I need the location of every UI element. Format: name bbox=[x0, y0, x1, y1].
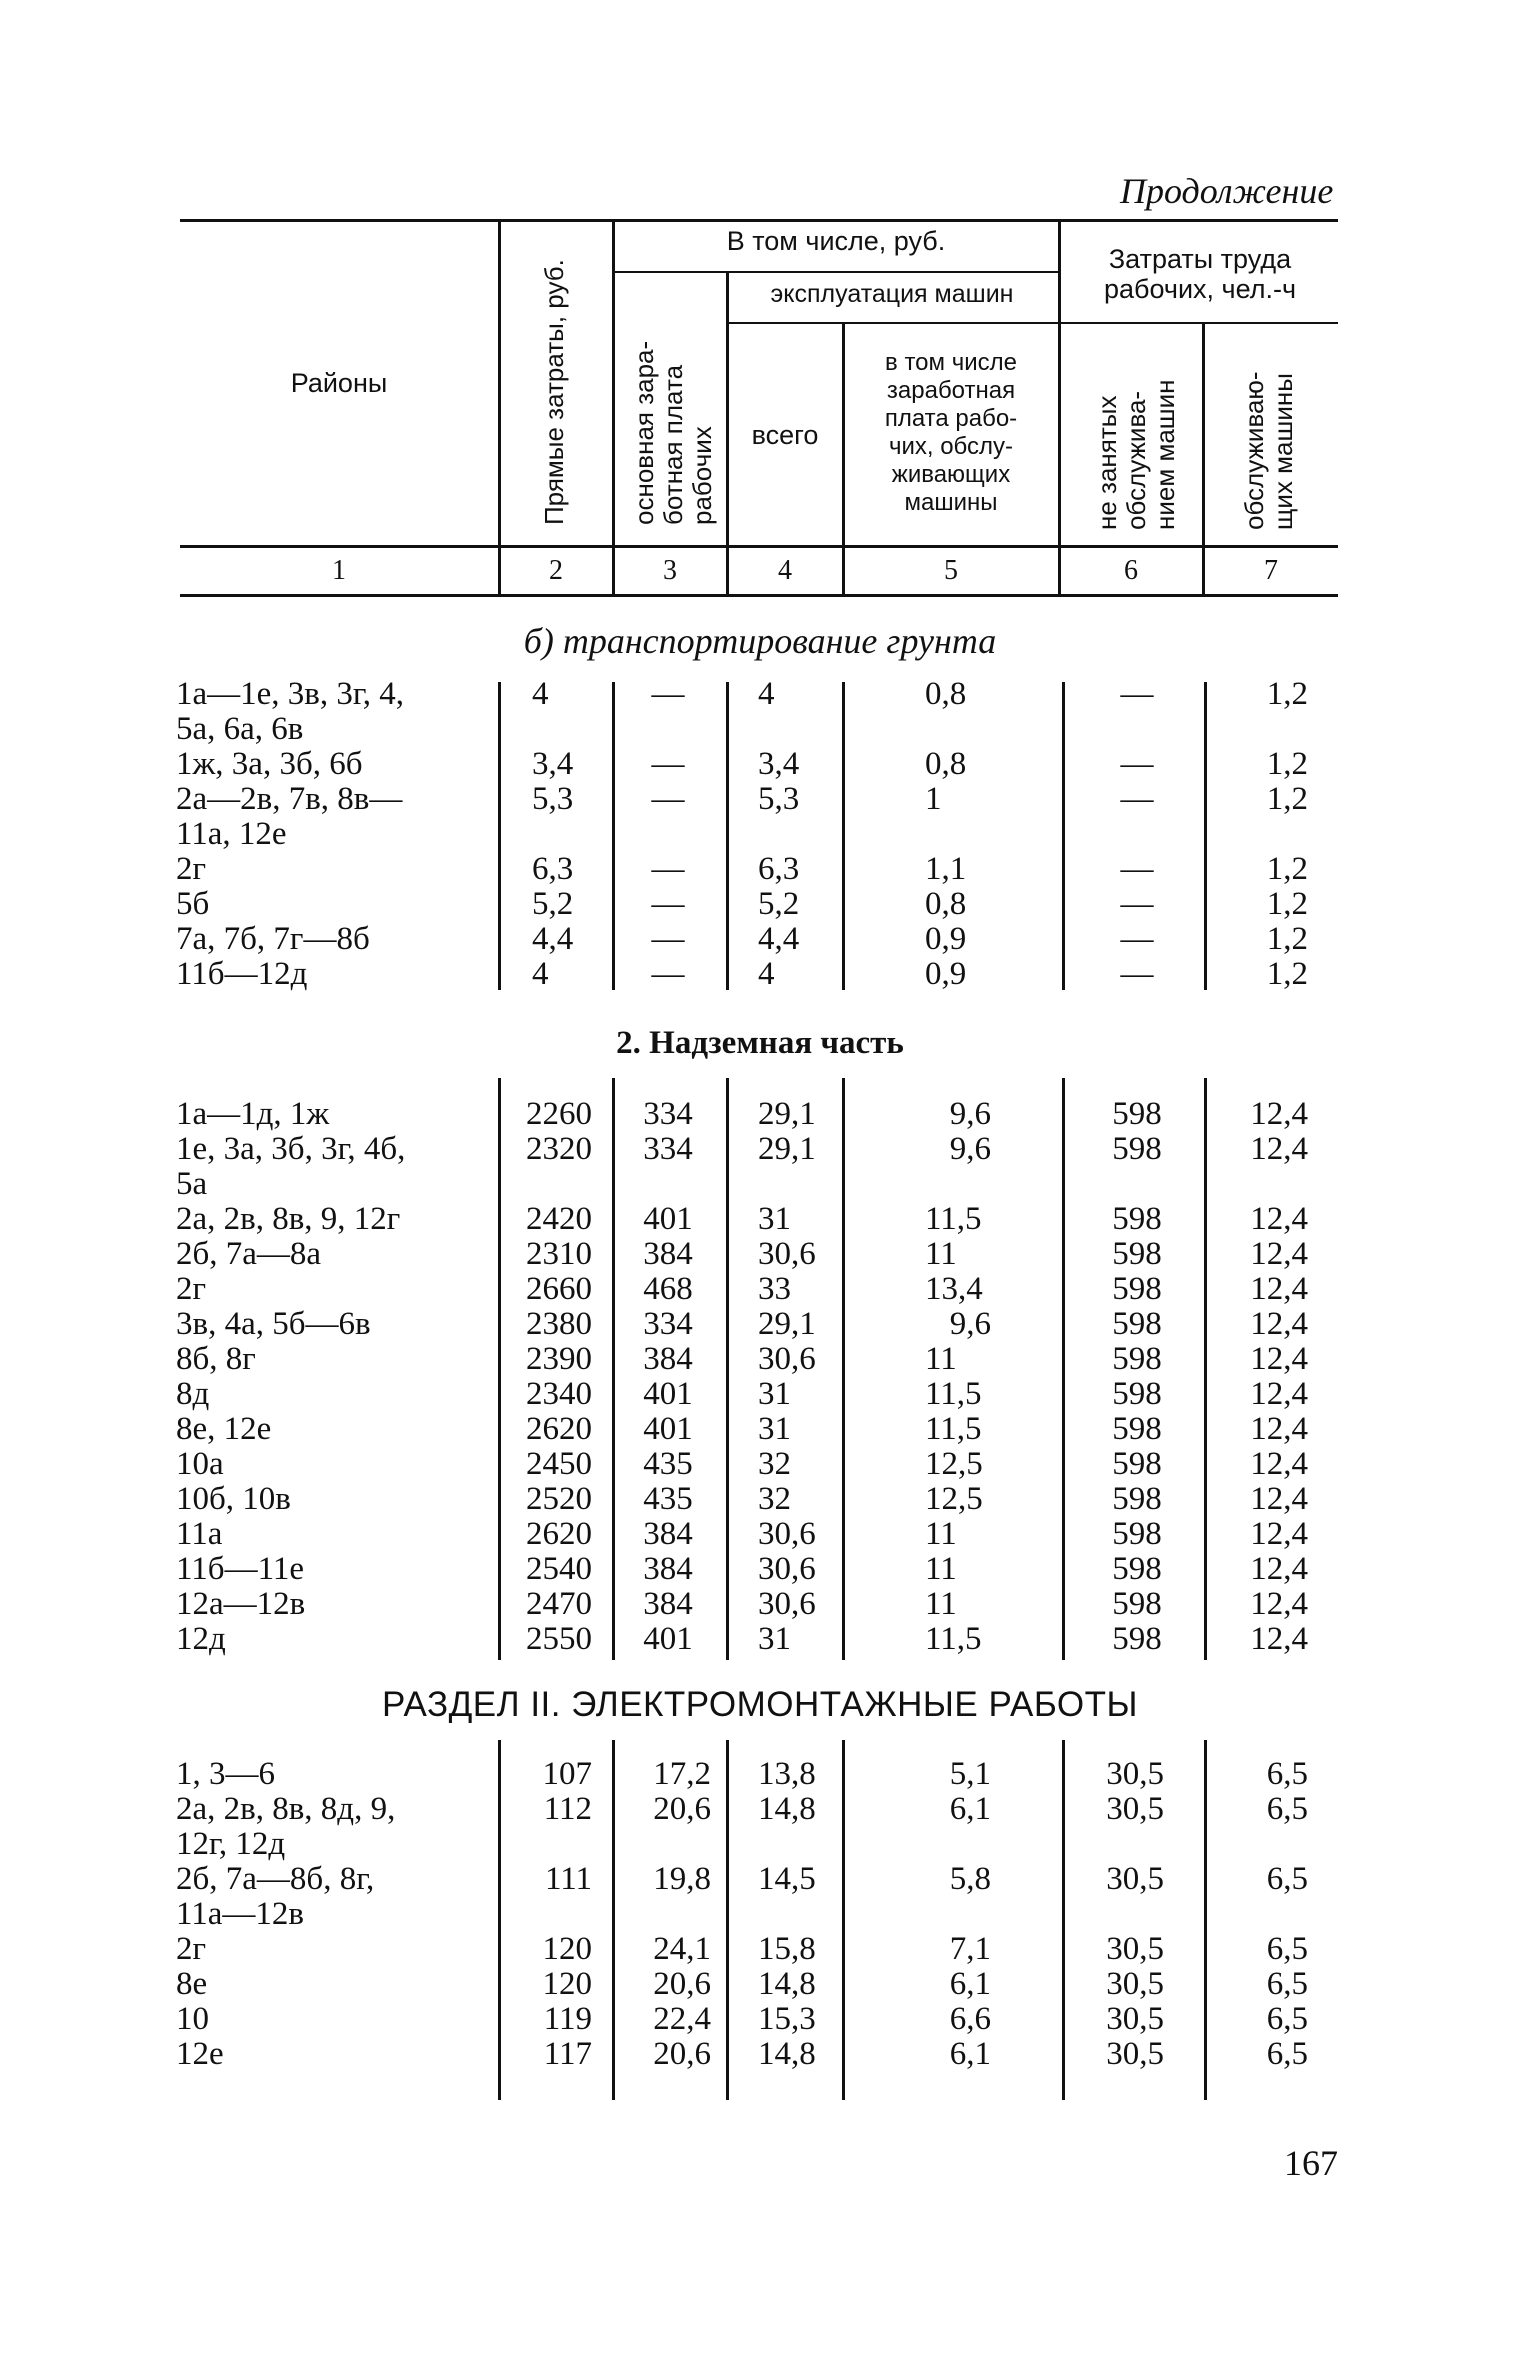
direct-cost-cell: 2540 bbox=[526, 1551, 592, 1587]
machine-wages-cell: 11,5 bbox=[925, 1411, 982, 1447]
labor-machine-cell: 6,5 bbox=[1266, 1931, 1308, 1967]
table-row bbox=[0, 1516, 1536, 1552]
section-2-title: 2. Надземная часть bbox=[616, 1025, 904, 1061]
basic-wages-cell: — bbox=[651, 746, 685, 782]
region-cell: 10б, 10в bbox=[176, 1481, 291, 1517]
basic-wages-cell: 384 bbox=[643, 1341, 693, 1377]
table-row bbox=[0, 921, 1536, 957]
direct-cost-cell: 2620 bbox=[526, 1516, 592, 1552]
region-cell: 11а, 12е bbox=[176, 816, 287, 852]
labor-machine-cell: 1,2 bbox=[1266, 851, 1308, 887]
basic-wages-cell: 20,6 bbox=[653, 1791, 711, 1827]
labor-machine-cell: 12,4 bbox=[1250, 1096, 1308, 1132]
region-cell: 2г bbox=[176, 851, 207, 887]
region-cell: 11б—11е bbox=[176, 1551, 304, 1587]
direct-cost-cell: 111 bbox=[544, 1861, 592, 1897]
direct-cost-cell: 2660 bbox=[526, 1271, 592, 1307]
basic-wages-cell: 24,1 bbox=[653, 1931, 711, 1967]
header-incl-wages bbox=[844, 349, 1058, 517]
region-cell: 2б, 7а—8а bbox=[176, 1236, 322, 1272]
table-row bbox=[0, 1411, 1536, 1447]
direct-cost-cell: 5,2 bbox=[532, 886, 574, 922]
labor-machine-cell: 1,2 bbox=[1266, 886, 1308, 922]
direct-cost-cell: 2390 bbox=[526, 1341, 592, 1377]
machine-wages-cell: 5,1 bbox=[949, 1756, 991, 1792]
basic-wages-cell: 401 bbox=[643, 1411, 693, 1447]
header-sub-rule-2 bbox=[726, 322, 1058, 324]
table-row bbox=[0, 1621, 1536, 1657]
table-row bbox=[0, 2001, 1536, 2037]
machine-wages-cell: 6,1 bbox=[949, 2036, 991, 2072]
basic-wages-cell: 384 bbox=[643, 1551, 693, 1587]
region-cell: 1а—1е, 3в, 3г, 4, bbox=[176, 676, 404, 712]
machine-wages-cell: 5,8 bbox=[949, 1861, 991, 1897]
machine-wages-cell: 11 bbox=[925, 1516, 957, 1552]
labor-machine-cell: 12,4 bbox=[1250, 1621, 1308, 1657]
labor-machine-cell: 12,4 bbox=[1250, 1586, 1308, 1622]
machine-total-cell: 31 bbox=[758, 1376, 791, 1412]
basic-wages-cell: 401 bbox=[643, 1201, 693, 1237]
machine-wages-cell: 0,9 bbox=[925, 956, 967, 992]
table-row bbox=[0, 851, 1536, 887]
header-basic-wages-line: ботная плата bbox=[658, 364, 688, 525]
labor-not-machine-cell: — bbox=[1120, 851, 1154, 887]
section-b-title: б) транспортирование грунта bbox=[523, 621, 997, 661]
labor-not-machine-cell: 598 bbox=[1112, 1236, 1162, 1272]
labor-machine-cell: 1,2 bbox=[1266, 956, 1308, 992]
machine-wages-cell: 13,4 bbox=[925, 1271, 983, 1307]
basic-wages-cell: 468 bbox=[643, 1271, 693, 1307]
table-row bbox=[0, 1586, 1536, 1622]
region-cell: 12е bbox=[176, 2036, 224, 2072]
machine-wages-cell: 12,5 bbox=[925, 1481, 983, 1517]
labor-not-machine-cell: — bbox=[1120, 746, 1154, 782]
direct-cost-cell: 2450 bbox=[526, 1446, 592, 1482]
basic-wages-cell: — bbox=[651, 956, 685, 992]
direct-cost-cell: 4 bbox=[532, 676, 549, 712]
region-cell: 10а bbox=[176, 1446, 224, 1482]
table-row-continuation bbox=[0, 1826, 1536, 1862]
continuation-label: Продолжение bbox=[1120, 171, 1334, 211]
header-divider bbox=[612, 220, 615, 596]
header-not-machine-line: не занятых bbox=[1092, 395, 1122, 530]
header-top-rule bbox=[180, 219, 1338, 222]
header-machine-operation: эксплуатация машин bbox=[770, 280, 1014, 308]
col-number-2: 2 bbox=[549, 555, 563, 586]
col-number-3: 3 bbox=[663, 555, 677, 586]
labor-machine-cell: 12,4 bbox=[1250, 1481, 1308, 1517]
col-number-1: 1 bbox=[332, 555, 346, 586]
region-cell: 8д bbox=[176, 1376, 210, 1412]
direct-cost-cell: 3,4 bbox=[532, 746, 574, 782]
region-cell: 1, 3—6 bbox=[176, 1756, 275, 1792]
labor-not-machine-cell: 598 bbox=[1112, 1446, 1162, 1482]
header-divider bbox=[1058, 220, 1061, 596]
labor-not-machine-cell: 598 bbox=[1112, 1586, 1162, 1622]
labor-not-machine-cell: 30,5 bbox=[1106, 1791, 1164, 1827]
labor-machine-cell: 6,5 bbox=[1266, 2036, 1308, 2072]
machine-total-cell: 30,6 bbox=[758, 1236, 816, 1272]
region-cell: 10 bbox=[176, 2001, 209, 2037]
labor-machine-cell: 6,5 bbox=[1266, 1861, 1308, 1897]
labor-machine-cell: 12,4 bbox=[1250, 1446, 1308, 1482]
machine-total-cell: 30,6 bbox=[758, 1586, 816, 1622]
labor-not-machine-cell: 598 bbox=[1112, 1621, 1162, 1657]
machine-wages-cell: 11 bbox=[925, 1586, 957, 1622]
col-number-4: 4 bbox=[778, 555, 792, 586]
header-including-rub: В том числе, руб. bbox=[726, 226, 946, 256]
direct-cost-cell: 2340 bbox=[526, 1376, 592, 1412]
basic-wages-cell: — bbox=[651, 851, 685, 887]
header-labor-costs-line: рабочих, чел.-ч bbox=[1103, 274, 1297, 304]
machine-total-cell: 14,8 bbox=[758, 2036, 816, 2072]
machine-wages-cell: 9,6 bbox=[949, 1096, 991, 1132]
table-row bbox=[0, 1791, 1536, 1827]
region-cell: 2г bbox=[176, 1271, 207, 1307]
basic-wages-cell: 20,6 bbox=[653, 1966, 711, 2002]
table-row bbox=[0, 2036, 1536, 2072]
header-basic-wages-line: основная зара- bbox=[629, 340, 659, 525]
region-cell: 2б, 7а—8б, 8г, bbox=[176, 1861, 375, 1897]
region-cell: 1е, 3а, 3б, 3г, 4б, bbox=[176, 1131, 406, 1167]
labor-machine-cell: 6,5 bbox=[1266, 2001, 1308, 2037]
direct-cost-cell: 117 bbox=[543, 2036, 592, 2072]
machine-total-cell: 15,8 bbox=[758, 1931, 816, 1967]
machine-total-cell: 30,6 bbox=[758, 1551, 816, 1587]
table-row bbox=[0, 1446, 1536, 1482]
table-row bbox=[0, 1131, 1536, 1167]
labor-not-machine-cell: 30,5 bbox=[1106, 1861, 1164, 1897]
table-row bbox=[0, 1236, 1536, 1272]
labor-machine-cell: 12,4 bbox=[1250, 1201, 1308, 1237]
labor-not-machine-cell: 598 bbox=[1112, 1376, 1162, 1412]
region-cell: 3в, 4а, 5б—6в bbox=[176, 1306, 371, 1342]
machine-wages-cell: 11,5 bbox=[925, 1376, 982, 1412]
machine-total-cell: 13,8 bbox=[758, 1756, 816, 1792]
direct-cost-cell: 2260 bbox=[526, 1096, 592, 1132]
machine-wages-cell: 1,1 bbox=[925, 851, 967, 887]
col-number-7: 7 bbox=[1264, 555, 1278, 586]
direct-cost-cell: 2470 bbox=[526, 1586, 592, 1622]
machine-wages-cell: 7,1 bbox=[949, 1931, 991, 1967]
labor-machine-cell: 6,5 bbox=[1266, 1791, 1308, 1827]
labor-not-machine-cell: 598 bbox=[1112, 1131, 1162, 1167]
labor-not-machine-cell: 598 bbox=[1112, 1411, 1162, 1447]
region-cell: 8б, 8г bbox=[176, 1341, 256, 1377]
labor-not-machine-cell: 598 bbox=[1112, 1516, 1162, 1552]
basic-wages-cell: 334 bbox=[643, 1131, 693, 1167]
labor-machine-cell: 12,4 bbox=[1250, 1551, 1308, 1587]
header-incl-wages-line: машины bbox=[904, 489, 998, 516]
direct-cost-cell: 6,3 bbox=[532, 851, 574, 887]
basic-wages-cell: — bbox=[651, 921, 685, 957]
basic-wages-cell: 334 bbox=[643, 1306, 693, 1342]
direct-cost-cell: 2320 bbox=[526, 1131, 592, 1167]
region-cell: 11а—12в bbox=[176, 1896, 305, 1932]
region-cell: 7а, 7б, 7г—8б bbox=[176, 921, 370, 957]
machine-total-cell: 5,2 bbox=[758, 886, 800, 922]
region-cell: 1а—1д, 1ж bbox=[176, 1096, 330, 1132]
labor-machine-cell: 6,5 bbox=[1266, 1966, 1308, 2002]
machine-wages-cell: 11 bbox=[925, 1341, 957, 1377]
header-incl-wages-line: в том числе bbox=[885, 349, 1017, 376]
table-row bbox=[0, 1201, 1536, 1237]
machine-total-cell: 31 bbox=[758, 1621, 791, 1657]
basic-wages-cell: — bbox=[651, 781, 685, 817]
region-cell: 8е, 12е bbox=[176, 1411, 272, 1447]
labor-machine-cell: 6,5 bbox=[1266, 1756, 1308, 1792]
labor-machine-cell: 1,2 bbox=[1266, 676, 1308, 712]
header-incl-wages-line: заработная bbox=[886, 377, 1016, 404]
machine-total-cell: 30,6 bbox=[758, 1516, 816, 1552]
machine-total-cell: 33 bbox=[758, 1271, 791, 1307]
labor-machine-cell: 12,4 bbox=[1250, 1306, 1308, 1342]
region-cell: 12а—12в bbox=[176, 1586, 306, 1622]
header-not-machine-line: нием машин bbox=[1150, 379, 1180, 530]
table-row-continuation bbox=[0, 1166, 1536, 1202]
table-row-continuation bbox=[0, 816, 1536, 852]
page-number: 167 bbox=[1284, 2143, 1338, 2183]
header-total: всего bbox=[751, 420, 819, 450]
labor-machine-cell: 12,4 bbox=[1250, 1341, 1308, 1377]
labor-not-machine-cell: — bbox=[1120, 676, 1154, 712]
labor-not-machine-cell: 30,5 bbox=[1106, 2001, 1164, 2037]
table-row bbox=[0, 781, 1536, 817]
basic-wages-cell: — bbox=[651, 886, 685, 922]
table-row-continuation bbox=[0, 711, 1536, 747]
header-machine-servicing-line: щих машины bbox=[1268, 373, 1298, 530]
machine-total-cell: 29,1 bbox=[758, 1306, 816, 1342]
colnum-bottom-rule bbox=[180, 594, 1338, 597]
labor-not-machine-cell: 598 bbox=[1112, 1551, 1162, 1587]
header-incl-wages-line: живающих bbox=[891, 461, 1011, 488]
direct-cost-cell: 120 bbox=[542, 1966, 592, 2002]
machine-total-cell: 3,4 bbox=[758, 746, 800, 782]
direct-cost-cell: 2520 bbox=[526, 1481, 592, 1517]
header-labor-costs-line: Затраты труда bbox=[1108, 244, 1292, 274]
machine-total-cell: 29,1 bbox=[758, 1131, 816, 1167]
labor-machine-cell: 12,4 bbox=[1250, 1271, 1308, 1307]
table-row bbox=[0, 1861, 1536, 1897]
direct-cost-cell: 112 bbox=[543, 1791, 592, 1827]
header-basic-wages-line: рабочих bbox=[687, 426, 717, 525]
machine-total-cell: 4 bbox=[758, 956, 775, 992]
basic-wages-cell: 435 bbox=[643, 1446, 693, 1482]
header-sub-rule-3 bbox=[1058, 322, 1338, 324]
col-number-6: 6 bbox=[1124, 555, 1138, 586]
labor-not-machine-cell: 30,5 bbox=[1106, 1756, 1164, 1792]
machine-wages-cell: 11,5 bbox=[925, 1621, 982, 1657]
header-bottom-rule bbox=[180, 545, 1338, 548]
region-cell: 11б—12д bbox=[176, 956, 308, 992]
labor-machine-cell: 1,2 bbox=[1266, 921, 1308, 957]
direct-cost-cell: 119 bbox=[543, 2001, 592, 2037]
basic-wages-cell: 22,4 bbox=[653, 2001, 711, 2037]
labor-not-machine-cell: — bbox=[1120, 781, 1154, 817]
labor-not-machine-cell: 598 bbox=[1112, 1306, 1162, 1342]
direct-cost-cell: 120 bbox=[542, 1931, 592, 1967]
machine-wages-cell: 6,1 bbox=[949, 1966, 991, 2002]
machine-total-cell: 31 bbox=[758, 1411, 791, 1447]
direct-cost-cell: 2620 bbox=[526, 1411, 592, 1447]
direct-cost-cell: 5,3 bbox=[532, 781, 574, 817]
region-cell: 12г, 12д bbox=[176, 1826, 286, 1862]
table-row bbox=[0, 956, 1536, 992]
direct-cost-cell: 2420 bbox=[526, 1201, 592, 1237]
region-cell: 2а, 2в, 8в, 9, 12г bbox=[176, 1201, 401, 1237]
machine-total-cell: 31 bbox=[758, 1201, 791, 1237]
table-row bbox=[0, 1756, 1536, 1792]
labor-not-machine-cell: 598 bbox=[1112, 1481, 1162, 1517]
machine-total-cell: 15,3 bbox=[758, 2001, 816, 2037]
labor-machine-cell: 12,4 bbox=[1250, 1236, 1308, 1272]
labor-machine-cell: 12,4 bbox=[1250, 1411, 1308, 1447]
direct-cost-cell: 2310 bbox=[526, 1236, 592, 1272]
table-row bbox=[0, 1551, 1536, 1587]
machine-wages-cell: 0,8 bbox=[925, 676, 967, 712]
machine-wages-cell: 9,6 bbox=[949, 1306, 991, 1342]
machine-total-cell: 29,1 bbox=[758, 1096, 816, 1132]
machine-wages-cell: 6,6 bbox=[949, 2001, 991, 2037]
labor-machine-cell: 12,4 bbox=[1250, 1131, 1308, 1167]
table-row bbox=[0, 1376, 1536, 1412]
machine-total-cell: 5,3 bbox=[758, 781, 800, 817]
basic-wages-cell: 384 bbox=[643, 1586, 693, 1622]
direct-cost-cell: 4 bbox=[532, 956, 549, 992]
basic-wages-cell: 401 bbox=[643, 1376, 693, 1412]
header-not-machine bbox=[1093, 335, 1180, 530]
header-incl-wages-line: плата рабо- bbox=[884, 405, 1018, 432]
machine-total-cell: 32 bbox=[758, 1446, 791, 1482]
labor-not-machine-cell: — bbox=[1120, 921, 1154, 957]
basic-wages-cell: 401 bbox=[643, 1621, 693, 1657]
table-row bbox=[0, 1341, 1536, 1377]
machine-total-cell: 4 bbox=[758, 676, 775, 712]
header-machine-servicing-line: обслуживаю- bbox=[1239, 371, 1269, 530]
basic-wages-cell: 384 bbox=[643, 1236, 693, 1272]
machine-wages-cell: 6,1 bbox=[949, 1791, 991, 1827]
labor-not-machine-cell: 598 bbox=[1112, 1201, 1162, 1237]
table-row bbox=[0, 1096, 1536, 1132]
table-row bbox=[0, 1481, 1536, 1517]
machine-wages-cell: 11 bbox=[925, 1236, 957, 1272]
labor-not-machine-cell: 598 bbox=[1112, 1341, 1162, 1377]
basic-wages-cell: 19,8 bbox=[653, 1861, 711, 1897]
machine-wages-cell: 11 bbox=[925, 1551, 957, 1587]
header-not-machine-line: обслужива- bbox=[1121, 390, 1151, 530]
table-row bbox=[0, 1931, 1536, 1967]
header-basic-wages bbox=[630, 315, 717, 525]
machine-wages-cell: 11,5 bbox=[925, 1201, 982, 1237]
labor-not-machine-cell: 30,5 bbox=[1106, 1966, 1164, 2002]
region-cell: 5а, 6а, 6в bbox=[176, 711, 304, 747]
table-row-continuation bbox=[0, 1896, 1536, 1932]
labor-not-machine-cell: 598 bbox=[1112, 1271, 1162, 1307]
machine-total-cell: 14,8 bbox=[758, 1791, 816, 1827]
labor-not-machine-cell: — bbox=[1120, 886, 1154, 922]
labor-machine-cell: 1,2 bbox=[1266, 781, 1308, 817]
region-cell: 2а—2в, 7в, 8в— bbox=[176, 781, 403, 817]
machine-total-cell: 30,6 bbox=[758, 1341, 816, 1377]
basic-wages-cell: — bbox=[651, 676, 685, 712]
region-cell: 5б bbox=[176, 886, 210, 922]
region-cell: 2а, 2в, 8в, 8д, 9, bbox=[176, 1791, 396, 1827]
table-row bbox=[0, 886, 1536, 922]
section-ii-title: РАЗДЕЛ II. ЭЛЕКТРОМОНТАЖНЫЕ РАБОТЫ bbox=[382, 1685, 1138, 1724]
col-number-5: 5 bbox=[944, 555, 958, 586]
region-cell: 5а bbox=[176, 1166, 208, 1202]
basic-wages-cell: 334 bbox=[643, 1096, 693, 1132]
labor-not-machine-cell: 30,5 bbox=[1106, 2036, 1164, 2072]
labor-not-machine-cell: — bbox=[1120, 956, 1154, 992]
header-labor-costs bbox=[1062, 244, 1338, 304]
labor-machine-cell: 12,4 bbox=[1250, 1516, 1308, 1552]
table-row bbox=[0, 1306, 1536, 1342]
header-sub-rule-1 bbox=[614, 271, 1058, 273]
basic-wages-cell: 17,2 bbox=[653, 1756, 711, 1792]
region-cell: 2г bbox=[176, 1931, 207, 1967]
region-cell: 1ж, 3а, 3б, 6б bbox=[176, 746, 363, 782]
labor-not-machine-cell: 30,5 bbox=[1106, 1931, 1164, 1967]
table-row bbox=[0, 676, 1536, 712]
direct-cost-cell: 4,4 bbox=[532, 921, 574, 957]
labor-machine-cell: 12,4 bbox=[1250, 1376, 1308, 1412]
labor-not-machine-cell: 598 bbox=[1112, 1096, 1162, 1132]
region-cell: 8е bbox=[176, 1966, 208, 2002]
basic-wages-cell: 384 bbox=[643, 1516, 693, 1552]
direct-cost-cell: 2380 bbox=[526, 1306, 592, 1342]
region-cell: 12д bbox=[176, 1621, 226, 1657]
machine-total-cell: 14,8 bbox=[758, 1966, 816, 2002]
machine-wages-cell: 0,8 bbox=[925, 746, 967, 782]
region-cell: 11а bbox=[176, 1516, 223, 1552]
table-row bbox=[0, 1271, 1536, 1307]
machine-total-cell: 4,4 bbox=[758, 921, 800, 957]
header-divider bbox=[498, 220, 501, 596]
machine-wages-cell: 0,8 bbox=[925, 886, 967, 922]
machine-wages-cell: 1 bbox=[925, 781, 942, 817]
machine-total-cell: 14,5 bbox=[758, 1861, 816, 1897]
header-regions: Районы bbox=[290, 368, 388, 398]
basic-wages-cell: 435 bbox=[643, 1481, 693, 1517]
header-incl-wages-line: чих, обслу- bbox=[888, 433, 1014, 460]
table-row bbox=[0, 746, 1536, 782]
header-machine-servicing bbox=[1240, 335, 1298, 530]
machine-wages-cell: 0,9 bbox=[925, 921, 967, 957]
basic-wages-cell: 20,6 bbox=[653, 2036, 711, 2072]
machine-total-cell: 32 bbox=[758, 1481, 791, 1517]
direct-cost-cell: 2550 bbox=[526, 1621, 592, 1657]
machine-total-cell: 6,3 bbox=[758, 851, 800, 887]
header-direct-costs: Прямые затраты, руб. bbox=[539, 259, 569, 525]
table-row bbox=[0, 1966, 1536, 2002]
direct-cost-cell: 107 bbox=[542, 1756, 592, 1792]
labor-machine-cell: 1,2 bbox=[1266, 746, 1308, 782]
machine-wages-cell: 9,6 bbox=[949, 1131, 991, 1167]
machine-wages-cell: 12,5 bbox=[925, 1446, 983, 1482]
